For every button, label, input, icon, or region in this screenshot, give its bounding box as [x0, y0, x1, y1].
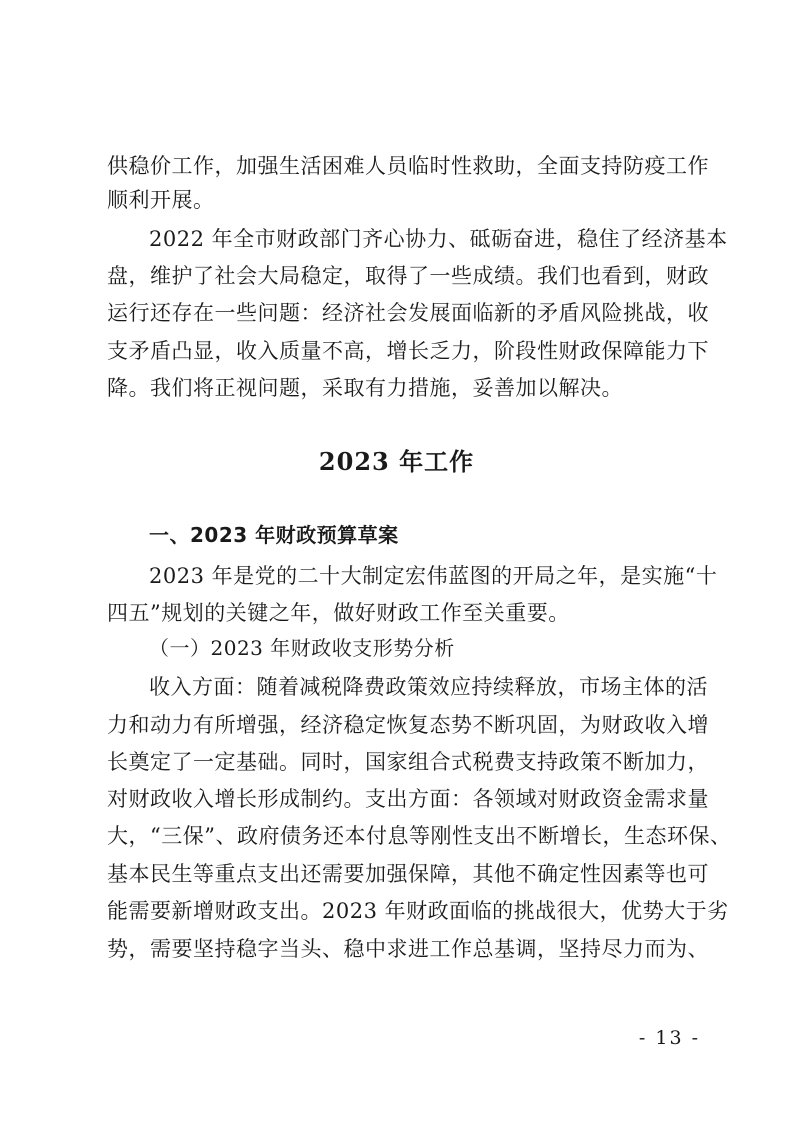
body-text-line: 大，“三保”、政府债务还本付息等刚性支出不断增长，生态环保、 [107, 824, 732, 848]
body-text-line: 2022 年全市财政部门齐心协力、砥砺奋进，稳住了经济基本 [149, 227, 728, 251]
heading-level-2: （一）2023 年财政收支形势分析 [149, 636, 455, 660]
body-text-line: 势，需要坚持稳字当头、稳中求进工作总基调，坚持尽力而为、 [107, 937, 709, 961]
body-text-line: 运行还存在一些问题：经济社会发展面临新的矛盾风险挑战，收 [107, 301, 709, 325]
heading-level-1: 一、2023 年财政预算草案 [149, 523, 399, 547]
page-number: - 13 - [638, 1027, 700, 1049]
body-text-line: 基本民生等重点支出还需要加强保障，其他不确定性因素等也可 [107, 862, 709, 886]
body-text-line: 盘，维护了社会大局稳定，取得了一些成绩。我们也看到，财政 [107, 264, 709, 288]
section-title: 2023 年工作 [318, 447, 475, 476]
body-text-line: 四五”规划的关键之年，做好财政工作至关重要。 [107, 601, 570, 625]
body-text-line: 顺利开展。 [107, 188, 215, 212]
body-text-line: 收入方面：随着减税降费政策效应持续释放，市场主体的活 [149, 675, 708, 699]
body-text-line: 2023 年是党的二十大制定宏伟蓝图的开局之年，是实施“十 [149, 564, 718, 588]
body-text-line: 支矛盾凸显，收入质量不高，增长乏力，阶段性财政保障能力下 [107, 339, 709, 363]
body-text-line: 对财政收入增长形成制约。支出方面：各领域对财政资金需求量 [107, 787, 709, 811]
body-text-line: 长奠定了一定基础。同时，国家组合式税费支持政策不断加力， [107, 750, 709, 774]
body-text-line: 能需要新增财政支出。2023 年财政面临的挑战很大，优势大于劣 [107, 899, 729, 923]
body-text-line: 力和动力有所增强，经济稳定恢复态势不断巩固，为财政收入增 [107, 713, 709, 737]
body-text-line: 供稳价工作，加强生活困难人员临时性救助，全面支持防疫工作 [107, 154, 709, 178]
body-text-line: 降。我们将正视问题，采取有力措施，妥善加以解决。 [107, 376, 623, 400]
